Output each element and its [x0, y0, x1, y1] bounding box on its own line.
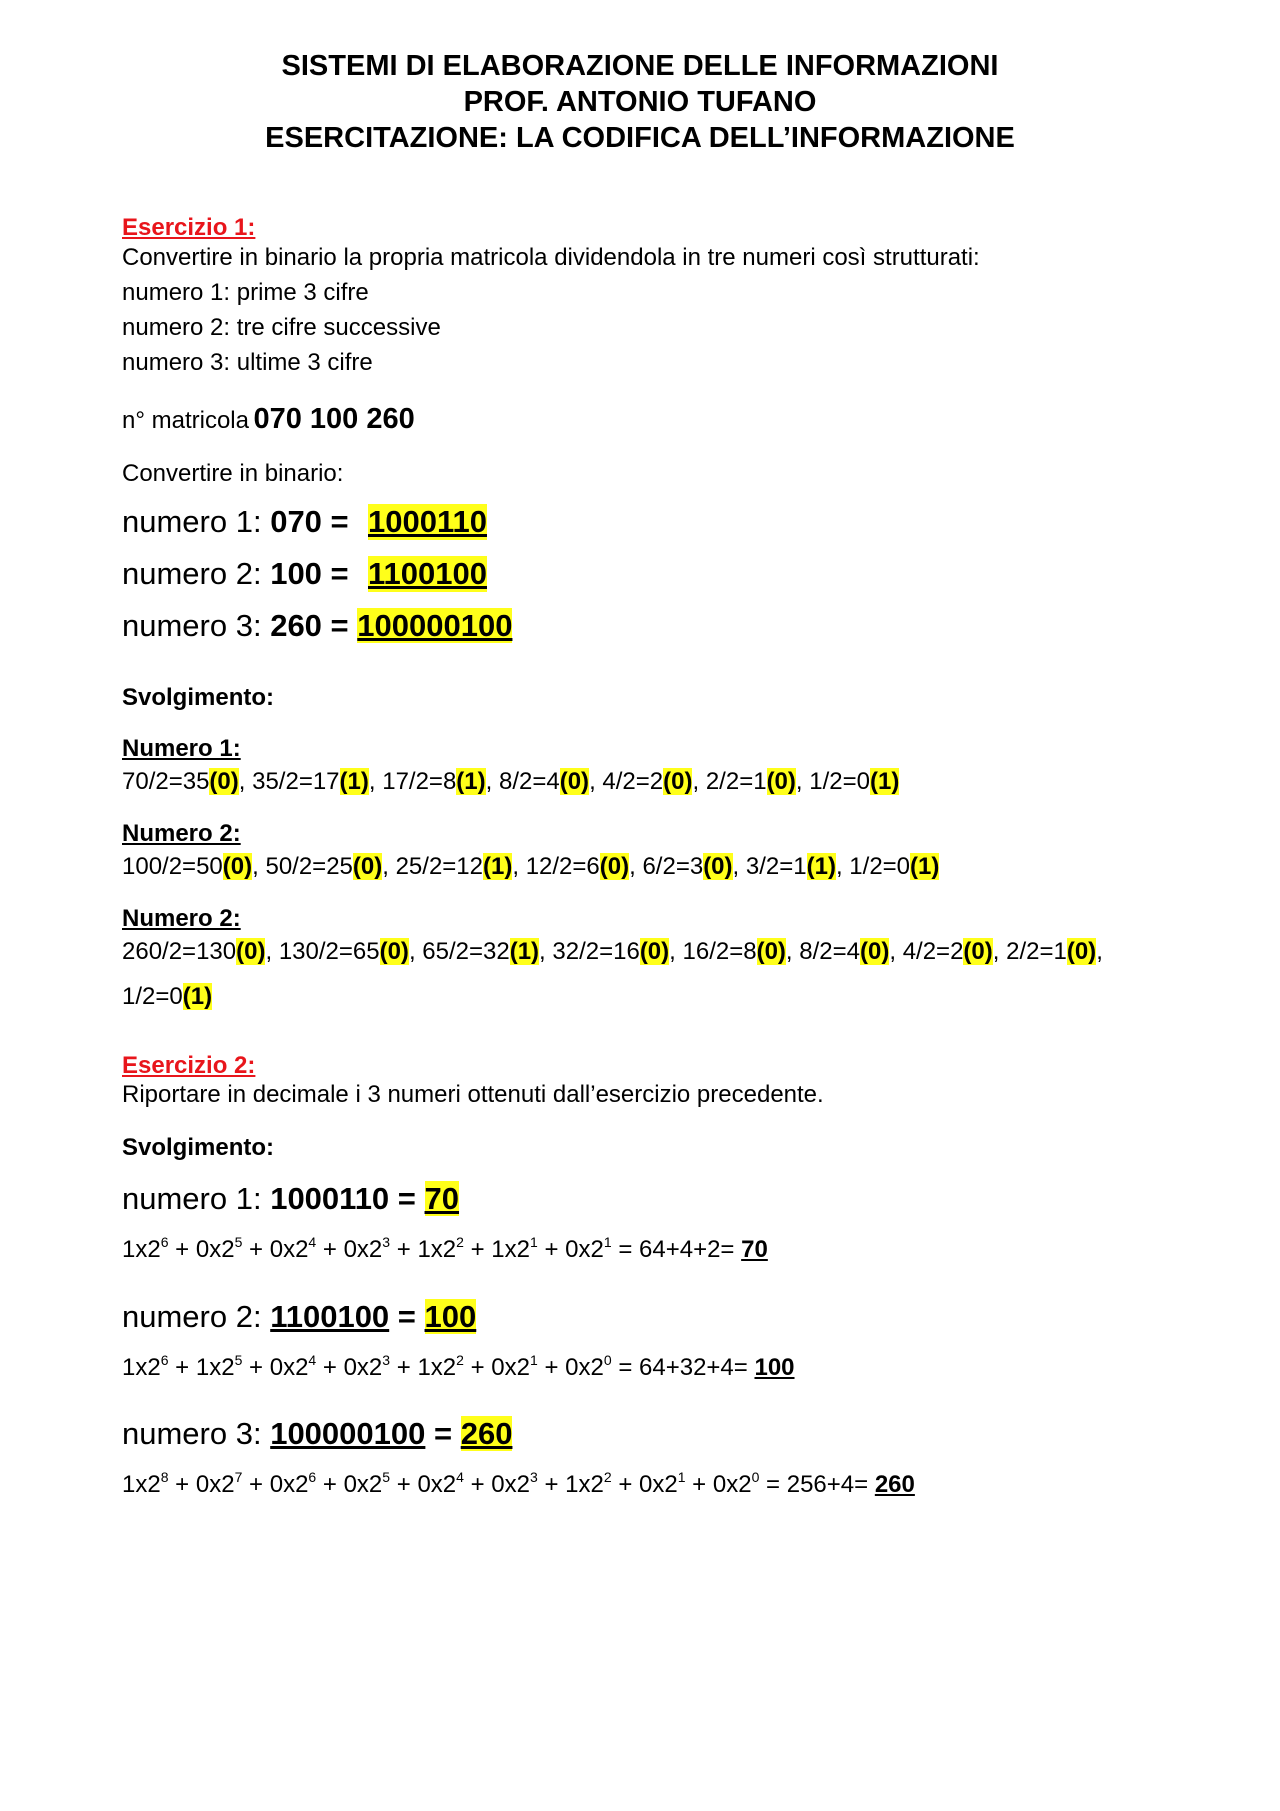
numero-3-steps-line-2 [122, 983, 212, 1011]
division-step: 2/2=1 [1006, 938, 1067, 965]
exponent: 6 [160, 1352, 169, 1368]
power-term: 1x2 [122, 1236, 161, 1263]
remainder-highlight: (0) [236, 938, 266, 965]
step-separator: , [539, 938, 553, 965]
division-step: 12/2=6 [525, 853, 600, 880]
remainder-highlight: (1) [339, 768, 369, 795]
result-row-1 [122, 504, 349, 540]
exponent: 4 [308, 1234, 317, 1250]
remainder-highlight: (0) [703, 853, 733, 880]
exponent: 1 [530, 1352, 538, 1368]
division-step: 260/2=130 [122, 938, 237, 965]
term-separator: + [463, 1471, 492, 1498]
decimal-1-formula: $1x2^6 + 0x2^5 + 0x2^4 + 0x2^3 + 1x2^2 + 1x2^1 + 0x2^1 = 64+4+2= 70$ [122, 1234, 768, 1263]
numero-2-heading: Numero 2: [122, 820, 241, 847]
exponent: 2 [603, 1469, 612, 1485]
remainder-highlight: (1) [509, 938, 540, 965]
division-step: 16/2=8 [682, 938, 757, 965]
matricola-line [122, 403, 415, 436]
remainder-highlight: (0) [1066, 938, 1097, 965]
exponent: 2 [456, 1234, 464, 1250]
step-separator: , [669, 938, 683, 965]
exercise-2-heading: Esercizio 2: [122, 1052, 256, 1079]
decimal-2-label: numero 2: [122, 1299, 262, 1334]
step-separator: , [589, 768, 603, 795]
result-3-binary: 100000100 [357, 608, 513, 643]
step-separator: , [732, 853, 746, 880]
division-step: 50/2=25 [265, 853, 353, 880]
result-1-decimal: 070 = [270, 504, 349, 539]
remainder-highlight: (0) [663, 768, 693, 795]
decimal-2-result: 100 [754, 1354, 795, 1381]
decimal-2-binary: 1100100 [270, 1299, 390, 1334]
term-separator: + [463, 1236, 492, 1263]
decimal-row-3: numero 3: 100000100 = 260 [122, 1416, 513, 1451]
exercise-1-heading: Esercizio 1: [122, 214, 256, 241]
division-step: 70/2=35 [122, 768, 210, 795]
result-2-decimal: 100 = [270, 556, 349, 591]
step-separator: , [512, 853, 526, 880]
result-2-binary: 1100100 [368, 556, 487, 591]
step-separator: , [835, 853, 850, 880]
result-3-decimal: 260 = [270, 608, 349, 643]
division-step: 65/2=32 [422, 938, 510, 965]
term-separator: + [390, 1354, 418, 1381]
division-step: 6/2=3 [642, 853, 704, 880]
result-row-2 [122, 556, 349, 592]
division-step: 3/2=1 [745, 853, 807, 880]
step-separator: , [238, 768, 253, 795]
step-separator: , [629, 853, 643, 880]
term-separator: + [242, 1236, 270, 1263]
exercise-2-text: Riportare in decimale i 3 numeri ottenuti dall’esercizio precedente. [122, 1081, 824, 1108]
remainder-highlight: (1) [182, 983, 213, 1010]
remainder-highlight: (1) [910, 853, 940, 880]
convert-label: Convertire in binario: [122, 460, 344, 487]
svolgimento-1-heading: Svolgimento: [122, 684, 275, 711]
matricola-label: n° matricola [122, 407, 249, 434]
numero-2-steps [122, 853, 939, 881]
exponent: 1 [603, 1234, 612, 1250]
decimal-2-formula: $1x2^6 + 1x2^5 + 0x2^4 + 0x2^3 + 1x2^2 + 0x2^1 + 0x2^0 = 64+32+4= 100$ [122, 1352, 795, 1381]
exponent: 1 [530, 1234, 538, 1250]
power-term: 0x2 [417, 1471, 457, 1498]
exponent: 6 [308, 1469, 317, 1485]
power-term: 0x2 [269, 1471, 309, 1498]
exercise-1-item-2: numero 2: tre cifre successive [122, 314, 441, 341]
numero-1-steps [122, 768, 899, 796]
step-separator: , [992, 938, 1007, 965]
exponent: 7 [234, 1469, 243, 1485]
power-term: 0x2 [343, 1354, 383, 1381]
decimal-1-result: 70 [741, 1236, 768, 1263]
power-term: 1x2 [491, 1236, 530, 1263]
term-separator: + [390, 1236, 418, 1263]
power-term: 0x2 [195, 1236, 235, 1263]
power-term: 1x2 [195, 1354, 235, 1381]
step-separator: , [889, 938, 903, 965]
remainder-highlight: (0) [639, 938, 670, 965]
step-separator: , [485, 768, 499, 795]
exponent: 3 [382, 1234, 391, 1250]
step-separator: , [1096, 938, 1103, 965]
term-separator: + [611, 1471, 640, 1498]
remainder-highlight: (0) [766, 768, 796, 795]
decimal-row-1 [122, 1181, 459, 1217]
power-term: 1x2 [122, 1354, 161, 1381]
remainder-highlight: (0) [559, 768, 590, 795]
remainder-highlight: (0) [222, 853, 253, 880]
remainder-highlight: (0) [756, 938, 786, 965]
matricola-value: 070 100 260 [253, 403, 415, 435]
exponent: 5 [382, 1469, 391, 1485]
power-term: 0x2 [565, 1354, 604, 1381]
decimal-1-value: 70 [424, 1181, 460, 1216]
exponent: 3 [382, 1352, 391, 1368]
professor-name: PROF. ANTONIO TUFANO [463, 86, 817, 118]
term-separator: + [242, 1354, 270, 1381]
power-term: 0x2 [195, 1471, 235, 1498]
exponent: 2 [456, 1352, 464, 1368]
division-step: 100/2=50 [122, 853, 223, 880]
remainder-highlight: (1) [483, 853, 513, 880]
remainder-highlight: (0) [963, 938, 993, 965]
division-step: 1/2=0 [122, 983, 183, 1010]
remainder-highlight: (0) [860, 938, 890, 965]
power-term: 0x2 [269, 1354, 309, 1381]
course-title: SISTEMI DI ELABORAZIONE DELLE INFORMAZIONI [281, 50, 999, 82]
decimal-1-binary: 1000110 = [270, 1181, 416, 1216]
power-term: 1x2 [417, 1354, 457, 1381]
numero-3-steps-line-1 [122, 938, 1103, 966]
decimal-3-result: 260 [874, 1471, 915, 1498]
remainder-highlight: (1) [869, 768, 900, 795]
exercise-1-text: Convertire in binario la propria matricola dividendola in tre numeri così strutturati: [122, 244, 980, 271]
exponent: 1 [677, 1469, 686, 1485]
step-separator: , [265, 938, 279, 965]
term-separator: + [168, 1236, 196, 1263]
power-term: 0x2 [269, 1236, 309, 1263]
exponent: 0 [603, 1352, 612, 1368]
division-step: 25/2=12 [395, 853, 483, 880]
remainder-highlight: (0) [352, 853, 383, 880]
step-separator: , [785, 938, 800, 965]
power-term: 0x2 [639, 1471, 678, 1498]
step-separator: , [795, 768, 810, 795]
power-term: 0x2 [491, 1471, 530, 1498]
remainder-highlight: (1) [456, 768, 486, 795]
division-step: 17/2=8 [382, 768, 457, 795]
term-separator: + [316, 1471, 344, 1498]
exponent: 0 [751, 1469, 760, 1485]
step-separator: , [252, 853, 266, 880]
exercise-title: ESERCITAZIONE: LA CODIFICA DELL’INFORMAZIONE [265, 122, 1015, 154]
decimal-row-2: numero 2: 1100100 = 100 [122, 1299, 477, 1334]
division-step: 32/2=16 [552, 938, 640, 965]
remainder-highlight: (1) [806, 853, 836, 880]
decimal-3-formula: $1x2^8 + 0x2^7 + 0x2^6 + 0x2^5 + 0x2^4 + 0x2^3 + 1x2^2 + 0x2^1 + 0x2^0 = 256+4= 260$ [122, 1469, 915, 1498]
step-separator: , [382, 853, 396, 880]
division-step: 130/2=65 [278, 938, 380, 965]
term-separator: + [242, 1471, 270, 1498]
decimal-1-label: numero 1: [122, 1181, 262, 1216]
term-separator: + [316, 1236, 344, 1263]
term-separator: + [463, 1354, 492, 1381]
decimal-3-binary: 100000100 [270, 1416, 426, 1451]
exponent: 6 [160, 1234, 169, 1250]
result-1-label: numero 1: [122, 504, 262, 539]
decimal-3-value: 260 [460, 1416, 513, 1451]
power-term: 1x2 [565, 1471, 604, 1498]
remainder-highlight: (0) [209, 768, 239, 795]
term-separator: + [537, 1236, 566, 1263]
power-term: 0x2 [565, 1236, 604, 1263]
svolgimento-2-heading: Svolgimento: [122, 1134, 275, 1161]
document-header [0, 48, 1280, 156]
result-3-label: numero 3: [122, 608, 262, 643]
power-term: 0x2 [343, 1471, 383, 1498]
exponent: 8 [160, 1469, 169, 1485]
term-separator: + [685, 1471, 713, 1498]
result-1-binary: 1000110 [368, 504, 487, 539]
exponent: 4 [456, 1469, 464, 1485]
power-term: 0x2 [712, 1471, 752, 1498]
decimal-2-value: 100 [424, 1299, 477, 1334]
remainder-highlight: (0) [599, 853, 630, 880]
step-separator: , [692, 768, 706, 795]
term-separator: + [168, 1354, 196, 1381]
division-step: 8/2=4 [498, 768, 560, 795]
exercise-1-item-1: numero 1: prime 3 cifre [122, 279, 369, 306]
result-2-label: numero 2: [122, 556, 262, 591]
power-term: 0x2 [491, 1354, 530, 1381]
exponent: 5 [234, 1234, 243, 1250]
step-separator: , [408, 938, 423, 965]
division-step: 35/2=17 [252, 768, 340, 795]
result-row-3 [122, 608, 512, 644]
decimal-3-label: numero 3: [122, 1416, 262, 1451]
division-step: 1/2=0 [849, 853, 911, 880]
numero-3-heading: Numero 2: [122, 905, 241, 932]
numero-1-heading: Numero 1: [122, 735, 241, 762]
step-separator: , [368, 768, 383, 795]
exercise-1-item-3: numero 3: ultime 3 cifre [122, 349, 373, 376]
power-term: 0x2 [343, 1236, 383, 1263]
division-step: 2/2=1 [705, 768, 767, 795]
term-separator: + [537, 1471, 566, 1498]
term-separator: + [316, 1354, 344, 1381]
term-separator: + [537, 1354, 566, 1381]
power-term: 1x2 [417, 1236, 457, 1263]
term-separator: + [390, 1471, 418, 1498]
exponent: 4 [308, 1352, 317, 1368]
division-step: 1/2=0 [809, 768, 870, 795]
term-separator: + [168, 1471, 196, 1498]
power-term: 1x2 [122, 1471, 161, 1498]
exponent: 3 [530, 1469, 538, 1485]
remainder-highlight: (0) [379, 938, 409, 965]
division-step: 4/2=2 [602, 768, 664, 795]
division-step: 8/2=4 [799, 938, 860, 965]
division-step: 4/2=2 [902, 938, 964, 965]
exponent: 5 [234, 1352, 243, 1368]
